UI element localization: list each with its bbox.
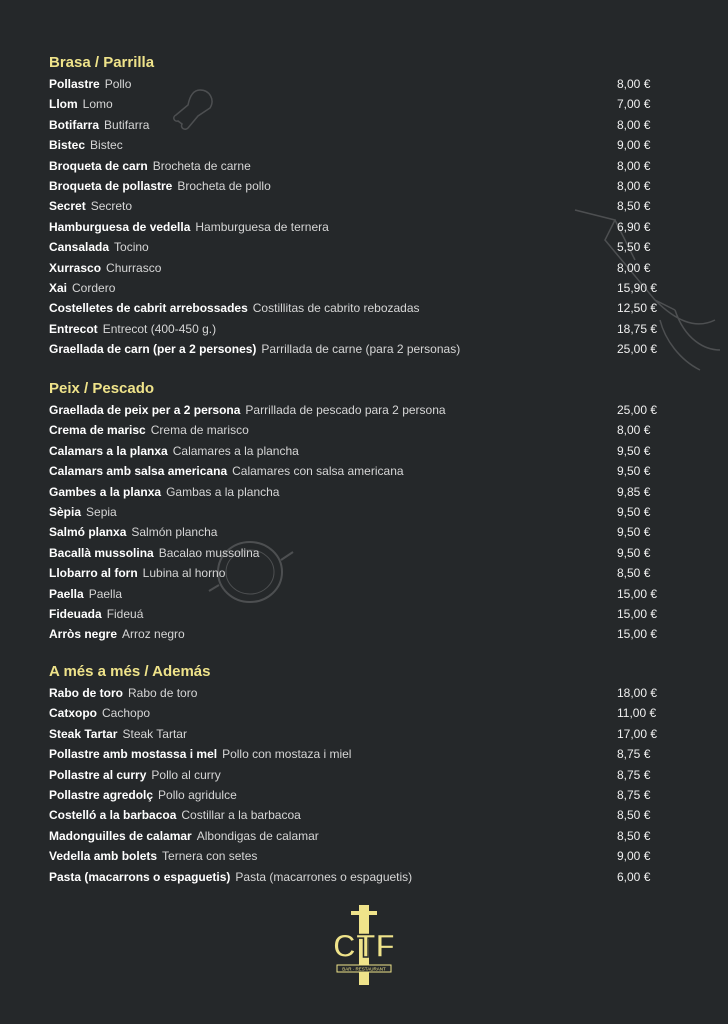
item-price: 9,50 € (617, 464, 651, 479)
menu-item (49, 543, 669, 563)
item-name-spanish: Butifarra (104, 117, 150, 132)
item-names (49, 298, 611, 318)
item-name-catalan: Calamars a la planxa (49, 443, 168, 458)
item-price: 12,50 € (617, 301, 658, 316)
item-name-spanish: Pasta (macarrones o espaguetis) (235, 869, 413, 884)
item-name-spanish: Sepia (86, 504, 117, 519)
item-name-catalan: Botifarra (49, 117, 100, 132)
item-names (49, 724, 611, 744)
menu-item (49, 604, 669, 624)
item-price: 18,00 € (617, 686, 658, 700)
section-heading: A més a més / Además (49, 663, 211, 680)
item-name-catalan: Fideuada (49, 606, 102, 621)
item-name-catalan: Llom (49, 97, 78, 112)
menu-item (49, 744, 669, 764)
menu-item (49, 115, 669, 135)
item-name-catalan: Crema de marisc (49, 423, 146, 438)
item-name-spanish: Bacalao mussolina (158, 545, 260, 560)
item-name-catalan: Llobarro al forn (49, 566, 138, 581)
menu-item (49, 765, 669, 785)
item-name-catalan: Madonguilles de calamar (49, 828, 192, 843)
item-name-spanish: Hamburguesa de ternera (195, 219, 329, 234)
menu-item (49, 196, 669, 216)
item-price: 8,00 € (617, 77, 651, 91)
item-price: 8,75 € (617, 767, 651, 782)
item-name-catalan: Secret (49, 199, 86, 214)
menu-item (49, 258, 669, 278)
item-name-spanish: Tocino (114, 240, 149, 255)
item-name-catalan: Entrecot (49, 321, 98, 336)
item-names (49, 400, 611, 420)
item-name-spanish: Costillitas de cabrito rebozadas (252, 301, 420, 316)
item-names (49, 115, 611, 135)
item-price: 11,00 € (617, 706, 657, 721)
menu-item (49, 724, 669, 744)
ctf-logo (331, 905, 397, 985)
item-name-catalan: Rabo de toro (49, 686, 123, 700)
item-name-catalan: Pasta (macarrons o espaguetis) (49, 869, 231, 884)
item-name-spanish: Secreto (90, 199, 133, 214)
item-name-spanish: Cordero (72, 280, 116, 295)
item-name-spanish: Gambas a la plancha (166, 484, 280, 499)
item-price: 15,00 € (617, 586, 658, 601)
menu-item (49, 502, 669, 522)
item-price: 17,00 € (617, 726, 658, 741)
item-name-spanish: Cachopo (102, 706, 151, 721)
item-name-spanish: Pollo al curry (151, 767, 221, 782)
section-heading: Brasa / Parrilla (49, 54, 155, 71)
item-name-spanish: Parrillada de pescado para 2 persona (245, 403, 446, 417)
item-names (49, 846, 611, 866)
menu-item (49, 461, 669, 481)
item-name-spanish: Entrecot (400-450 g.) (102, 321, 217, 336)
menu-item (49, 319, 669, 339)
item-price: 8,50 € (617, 566, 651, 581)
item-name-spanish: Rabo de toro (128, 686, 198, 700)
item-price: 25,00 € (617, 403, 658, 417)
menu-item (49, 94, 669, 114)
item-price: 5,50 € (617, 240, 651, 255)
item-price: 8,00 € (617, 423, 651, 438)
item-name-catalan: Costelletes de cabrit arrebossades (49, 301, 248, 316)
item-names (49, 217, 611, 237)
item-names (49, 461, 611, 481)
item-price: 8,00 € (617, 117, 651, 132)
item-name-catalan: Gambes a la planxa (49, 484, 162, 499)
item-price: 8,75 € (617, 747, 651, 762)
item-name-spanish: Brocheta de pollo (177, 178, 271, 193)
item-name-catalan: Xai (49, 280, 68, 295)
menu-item (49, 563, 669, 583)
item-names (49, 135, 611, 155)
item-name-catalan: Costelló a la barbacoa (49, 808, 177, 823)
item-name-catalan: Calamars amb salsa americana (49, 464, 228, 479)
item-name-catalan: Pollastre (49, 77, 100, 91)
menu-item (49, 441, 669, 461)
item-names (49, 482, 611, 502)
item-price: 9,85 € (617, 484, 651, 499)
item-names (49, 584, 611, 604)
item-price: 6,00 € (617, 869, 651, 884)
item-name-spanish: Calamares con salsa americana (232, 464, 404, 479)
item-names (49, 765, 611, 785)
menu-item (49, 867, 669, 887)
item-name-catalan: Hamburguesa de vedella (49, 219, 191, 234)
item-name-spanish: Salmón plancha (131, 525, 218, 540)
item-name-catalan: Broqueta de carn (49, 158, 148, 173)
item-name-catalan: Sèpia (49, 504, 82, 519)
menu-item (49, 624, 669, 644)
item-name-spanish: Ternera con setes (162, 849, 258, 864)
item-name-spanish: Fideuá (106, 606, 144, 621)
menu-item (49, 522, 669, 542)
logo-text: CTF (332, 928, 396, 964)
item-price: 9,50 € (617, 443, 651, 458)
menu-item (49, 400, 669, 420)
logo-subtitle: BAR · RESTAURANT (342, 966, 386, 972)
item-names (49, 805, 611, 825)
menu-item (49, 176, 669, 196)
section-peix-pescado (49, 378, 669, 645)
section-heading: Peix / Pescado (49, 380, 155, 397)
item-name-catalan: Xurrasco (49, 260, 102, 275)
menu-item (49, 156, 669, 176)
section-a-mes-a-mes (49, 661, 669, 887)
item-names (49, 94, 611, 114)
item-name-catalan: Arròs negre (49, 627, 118, 642)
menu-item (49, 846, 669, 866)
item-name-catalan: Catxopo (49, 706, 97, 721)
item-name-catalan: Broqueta de pollastre (49, 178, 173, 193)
item-price: 8,75 € (617, 787, 651, 802)
item-names (49, 604, 611, 624)
item-name-spanish: Costillar a la barbacoa (181, 808, 301, 823)
menu-item (49, 482, 669, 502)
item-names (49, 278, 611, 298)
item-names (49, 703, 611, 723)
item-names (49, 420, 611, 440)
item-name-spanish: Brocheta de carne (152, 158, 251, 173)
item-name-spanish: Churrasco (106, 260, 162, 275)
menu-item (49, 805, 669, 825)
item-name-spanish: Lubina al horno (142, 566, 226, 581)
item-name-catalan: Salmó planxa (49, 525, 127, 540)
item-names (49, 522, 611, 542)
item-price: 8,00 € (617, 178, 651, 193)
item-price: 18,75 € (617, 321, 658, 336)
item-name-catalan: Vedella amb bolets (49, 849, 158, 864)
item-price: 9,00 € (617, 138, 651, 153)
item-names (49, 176, 611, 196)
menu-item (49, 135, 669, 155)
item-price: 8,50 € (617, 199, 651, 214)
item-name-spanish: Pollo agridulce (158, 787, 237, 802)
item-name-catalan: Paella (49, 586, 84, 601)
menu-item (49, 826, 669, 846)
menu-item (49, 217, 669, 237)
item-names (49, 502, 611, 522)
item-name-spanish: Pollo (104, 77, 132, 91)
item-price: 8,50 € (617, 828, 651, 843)
item-name-spanish: Steak Tartar (122, 726, 187, 741)
item-name-catalan: Pollastre agredolç (49, 787, 154, 802)
item-price: 15,90 € (617, 280, 658, 295)
item-name-catalan: Bacallà mussolina (49, 545, 154, 560)
menu-item (49, 74, 669, 94)
menu-item (49, 584, 669, 604)
item-price: 9,50 € (617, 504, 651, 519)
item-name-spanish: Pollo con mostaza i miel (222, 747, 352, 762)
item-name-catalan: Bistec (49, 138, 86, 153)
item-names (49, 319, 611, 339)
section-brasa-parrilla (49, 52, 669, 359)
menu-item (49, 703, 669, 723)
item-price: 15,00 € (617, 606, 658, 621)
item-price: 9,50 € (617, 525, 651, 540)
item-names (49, 826, 611, 846)
item-name-catalan: Steak Tartar (49, 726, 118, 741)
item-name-spanish: Crema de marisco (150, 423, 249, 438)
item-name-spanish: Parrillada de carne (para 2 personas) (261, 342, 461, 357)
item-name-spanish: Albondigas de calamar (196, 828, 319, 843)
item-names (49, 441, 611, 461)
item-names (49, 156, 611, 176)
item-names (49, 237, 611, 257)
menu-item (49, 420, 669, 440)
item-names (49, 74, 611, 94)
item-names (49, 744, 611, 764)
item-name-spanish: Paella (88, 586, 123, 601)
item-name-catalan: Pollastre amb mostassa i mel (49, 747, 218, 762)
menu-item (49, 683, 669, 703)
menu-item (49, 298, 669, 318)
menu-item (49, 278, 669, 298)
menu-item (49, 785, 669, 805)
item-price: 6,90 € (617, 219, 651, 234)
item-names (49, 339, 611, 359)
item-names (49, 683, 611, 703)
menu-item (49, 339, 669, 359)
item-price: 9,50 € (617, 545, 651, 560)
item-price: 7,00 € (617, 97, 651, 112)
item-names (49, 543, 611, 563)
item-names (49, 258, 611, 278)
item-name-spanish: Calamares a la plancha (172, 443, 299, 458)
item-names (49, 196, 611, 216)
item-names (49, 624, 611, 644)
item-name-catalan: Graellada de peix per a 2 persona (49, 403, 241, 417)
menu-item (49, 237, 669, 257)
item-price: 8,50 € (617, 808, 651, 823)
item-price: 8,00 € (617, 260, 651, 275)
item-name-spanish: Lomo (82, 97, 113, 112)
item-name-catalan: Pollastre al curry (49, 767, 147, 782)
item-names (49, 785, 611, 805)
item-price: 25,00 € (617, 342, 658, 357)
item-name-catalan: Graellada de carn (per a 2 persones) (49, 342, 257, 357)
item-price: 9,00 € (617, 849, 651, 864)
item-name-spanish: Arroz negro (122, 627, 185, 642)
item-price: 8,00 € (617, 158, 651, 173)
item-name-catalan: Cansalada (49, 240, 110, 255)
item-price: 15,00 € (617, 627, 658, 642)
item-names (49, 867, 611, 887)
item-names (49, 563, 611, 583)
item-name-spanish: Bistec (90, 138, 123, 153)
